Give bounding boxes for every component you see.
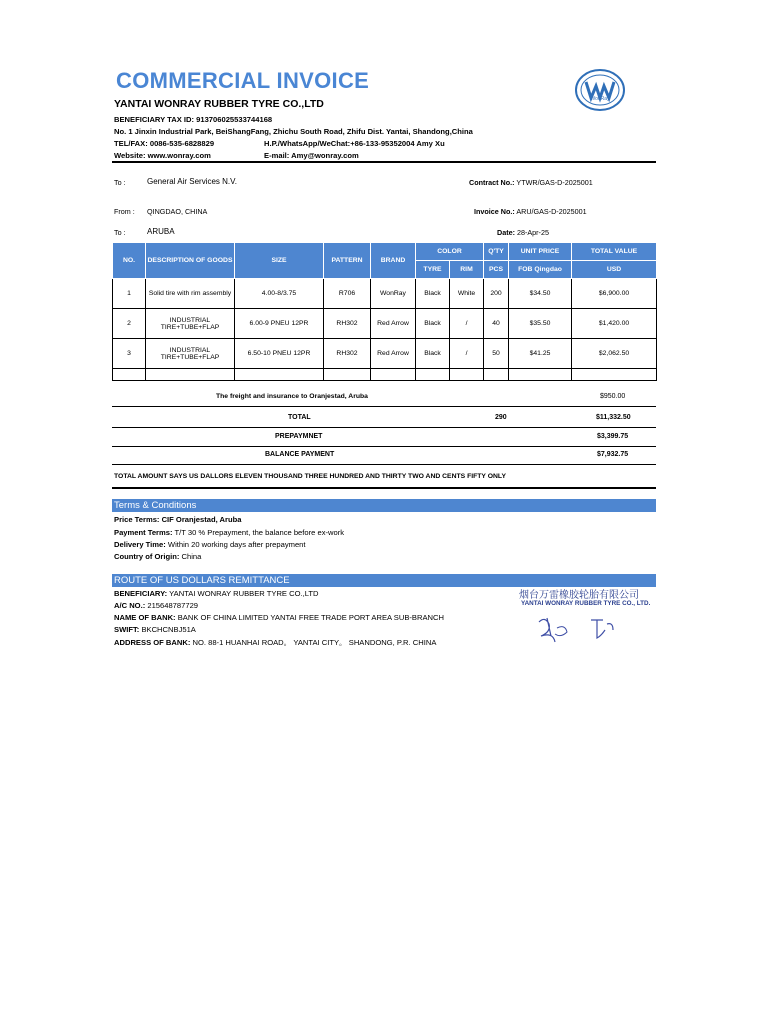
cell-desc: INDUSTRIAL TIRE+TUBE+FLAP xyxy=(146,339,235,369)
beneficiary-value: YANTAI WONRAY RUBBER TYRE CO.,LTD xyxy=(169,589,319,598)
email: E-mail: Amy@wonray.com xyxy=(264,151,359,160)
payment-terms-label: Payment Terms: xyxy=(114,528,173,537)
header-divider xyxy=(112,161,656,163)
payment-terms-value: T/T 30 % Prepayment, the balance before ex-work xyxy=(174,528,345,537)
bank-address-label: ADDRESS OF BANK: xyxy=(114,638,191,647)
col-no: NO. xyxy=(113,243,146,279)
cell-size: 6.50-10 PNEU 12PR xyxy=(235,339,324,369)
cell-brand: WonRay xyxy=(371,279,416,309)
date-label: Date: xyxy=(497,228,515,237)
cell-tyre: Black xyxy=(416,279,450,309)
col-description: DESCRIPTION OF GOODS xyxy=(146,243,235,279)
prepay-value: $3,399.75 xyxy=(597,433,629,440)
terms-heading: Terms & Conditions xyxy=(112,499,656,512)
bank-name-label: NAME OF BANK: xyxy=(114,613,176,622)
table-row-empty xyxy=(113,369,657,381)
col-brand: BRAND xyxy=(371,243,416,279)
cell-size: 4.00-8/3.75 xyxy=(235,279,324,309)
table-row xyxy=(113,339,657,369)
summary-divider xyxy=(112,487,656,489)
freight-label: The freight and insurance to Oranjestad, Aruba xyxy=(216,393,368,400)
cell-no: 3 xyxy=(113,339,146,369)
hp-whatsapp: H.P./WhatsApp/WeChat:+86-133-95352004 Amy Xu xyxy=(264,139,445,148)
company-address: No. 1 Jinxin Industrial Park, BeiShangFang, Zhichu South Road, Zhifu Dist. Yantai, Shandong,China xyxy=(114,127,473,136)
prepay-label: PREPAYMNET xyxy=(275,433,323,440)
cell-qty: 40 xyxy=(484,309,509,339)
col-rim: RIM xyxy=(450,261,484,279)
col-size: SIZE xyxy=(235,243,324,279)
total-value: $11,332.50 xyxy=(596,414,631,421)
cell-total: $1,420.00 xyxy=(572,309,657,339)
to-value: General Air Services N.V. xyxy=(147,177,237,186)
origin-value: China xyxy=(181,552,202,561)
invoice-label: Invoice No.: xyxy=(474,207,515,216)
cell-brand: Red Arrow xyxy=(371,309,416,339)
items-table xyxy=(112,242,657,381)
cell-tyre: Black xyxy=(416,339,450,369)
col-color: COLOR xyxy=(416,243,484,261)
col-unit-price: UNIT PRICE xyxy=(509,243,572,261)
cell-pattern: RH302 xyxy=(324,339,371,369)
swift-label: SWIFT: xyxy=(114,625,140,634)
cell-tyre: Black xyxy=(416,309,450,339)
amount-in-words: TOTAL AMOUNT SAYS US DALLORS ELEVEN THOUSAND THREE HUNDRED AND THIRTY TWO AND CENTS FIFTY ONLY xyxy=(114,473,506,480)
ac-label: A/C NO.: xyxy=(114,601,146,610)
total-label: TOTAL xyxy=(288,414,311,421)
company-stamp xyxy=(519,586,651,646)
cell-no: 1 xyxy=(113,279,146,309)
cell-desc: INDUSTRIAL TIRE+TUBE+FLAP xyxy=(146,309,235,339)
cell-total: $6,900.00 xyxy=(572,279,657,309)
cell-pattern: R706 xyxy=(324,279,371,309)
stamp-english-text: YANTAI WONRAY RUBBER TYRE CO., LTD. xyxy=(521,600,651,607)
total-row xyxy=(112,409,656,428)
cell-qty: 200 xyxy=(484,279,509,309)
origin-label: Country of Origin: xyxy=(114,552,180,561)
to2-value: ARUBA xyxy=(147,227,175,236)
tax-id: BENEFICIARY TAX ID: 913706025533744168 xyxy=(114,115,273,124)
col-tyre: TYRE xyxy=(416,261,450,279)
stamp-chinese-text: 烟台万雷橡胶轮胎有限公司 xyxy=(519,590,639,601)
col-usd: USD xyxy=(572,261,657,279)
cell-rim: / xyxy=(450,309,484,339)
cell-desc: Solid tire with rim assembly xyxy=(146,279,235,309)
invoice-title: COMMERCIAL INVOICE xyxy=(116,68,370,93)
cell-qty: 50 xyxy=(484,339,509,369)
col-qty: Q'TY xyxy=(484,243,509,261)
cell-unit: $41.25 xyxy=(509,339,572,369)
to-label: To : xyxy=(114,178,126,187)
invoice-value: ARU/GAS-D-2025001 xyxy=(516,207,587,216)
bank-name-value: BANK OF CHINA LIMITED YANTAI FREE TRADE PORT AREA SUB-BRANCH xyxy=(177,613,444,622)
cell-total: $2,062.50 xyxy=(572,339,657,369)
cell-brand: Red Arrow xyxy=(371,339,416,369)
company-logo-icon xyxy=(574,68,626,112)
col-pcs: PCS xyxy=(484,261,509,279)
cell-rim: / xyxy=(450,339,484,369)
price-terms-value: CIF Oranjestad, Aruba xyxy=(161,515,242,524)
freight-value: $950.00 xyxy=(600,393,626,400)
company-name: YANTAI WONRAY RUBBER TYRE CO.,LTD xyxy=(114,98,324,110)
cell-no: 2 xyxy=(113,309,146,339)
total-qty: 290 xyxy=(495,414,507,421)
beneficiary-label: BENEFICIARY: xyxy=(114,589,168,598)
bank-address-value: NO. 88-1 HUANHAI ROAD。 YANTAI CITY。 SHANDONG, P.R. CHINA xyxy=(192,638,437,647)
contract-label: Contract No.: xyxy=(469,178,515,187)
cell-pattern: RH302 xyxy=(324,309,371,339)
delivery-time-label: Delivery Time: xyxy=(114,540,166,549)
swift-value: BKCHCNBJ51A xyxy=(141,625,196,634)
contract-value: YTWR/GAS-D-2025001 xyxy=(516,178,593,187)
website: Website: www.wonray.com xyxy=(114,151,211,160)
date-value: 28-Apr-25 xyxy=(516,228,549,237)
cell-size: 6.00-9 PNEU 12PR xyxy=(235,309,324,339)
cell-unit: $34.50 xyxy=(509,279,572,309)
cell-rim: White xyxy=(450,279,484,309)
logo-text: WonRay xyxy=(590,96,610,102)
tel-fax: TEL/FAX: 0086-535-6828829 xyxy=(114,139,215,148)
balance-row xyxy=(112,446,656,465)
from-label: From : xyxy=(114,207,135,216)
from-value: QINGDAO, CHINA xyxy=(147,207,208,216)
price-terms-label: Price Terms: xyxy=(114,515,160,524)
col-fob: FOB Qingdao xyxy=(509,261,572,279)
remittance-heading: ROUTE OF US DOLLARS REMITTANCE xyxy=(112,574,656,587)
cell-unit: $35.50 xyxy=(509,309,572,339)
delivery-time-value: Within 20 working days after prepayment xyxy=(167,540,306,549)
table-row xyxy=(113,309,657,339)
balance-value: $7,932.75 xyxy=(597,451,629,458)
to2-label: To : xyxy=(114,228,126,237)
ac-value: 215648787729 xyxy=(147,601,199,610)
col-pattern: PATTERN xyxy=(324,243,371,279)
prepay-row xyxy=(112,428,656,447)
col-total-value: TOTAL VALUE xyxy=(572,243,657,261)
signature-icon xyxy=(519,612,651,644)
table-row xyxy=(113,279,657,309)
freight-row xyxy=(112,388,656,407)
balance-label: BALANCE PAYMENT xyxy=(265,451,335,458)
